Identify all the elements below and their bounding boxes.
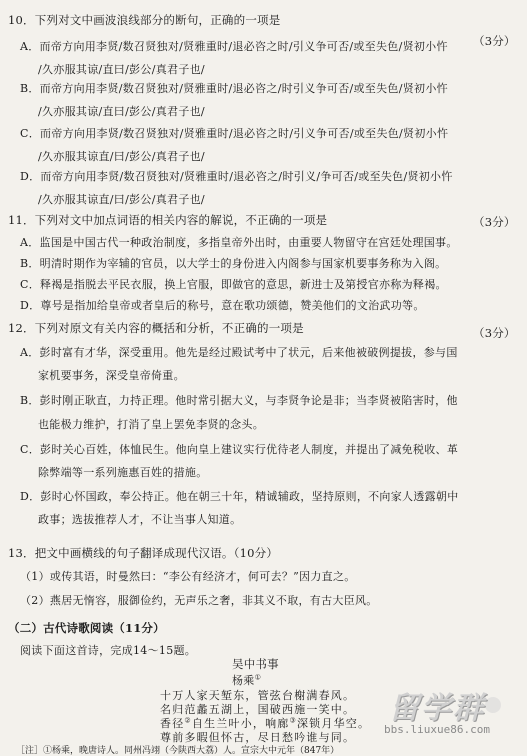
poem-author <box>232 672 261 688</box>
q12-option-b-line2: 也能极力维护，打消了皇上罢免李贤的念头。 <box>38 418 264 431</box>
poem-line-3-part-3: 深锁月华空。 <box>296 717 371 730</box>
q11-option-d: D．尊号是指加给皇帝或者皇后的称号，意在歌功颂德，赞美他们的文治武功等。 <box>20 299 425 312</box>
q12-option-d-line1: D．彭时心怀国政，奉公持正。他在朝三十年，精诚辅政，坚持原则，不向家人透露朝中 <box>20 490 459 503</box>
q12-option-a-line2: 家机要事务，深受皇帝倚重。 <box>38 369 185 382</box>
poem-author-name: 杨乘 <box>232 674 255 687</box>
q10-option-a-line2: /久亦服其谅/直曰/彭公/真君子也/ <box>38 63 205 76</box>
q11-stem: 11．下列对文中加点词语的相关内容的解说，不正确的一项是 <box>8 213 328 227</box>
q10-option-c-line2: /久亦服其谅直/曰/彭公/真君子也/ <box>38 150 205 163</box>
q12-option-c-line1: C．彭时关心百姓，体恤民生。他向皇上建议实行优待老人制度，并提出了减免税收、革 <box>20 443 459 456</box>
watermark <box>357 683 517 745</box>
poem-line-2: 名归范蠡五湖上，国破西施一笑中。 <box>160 703 356 716</box>
q11-score: （3分） <box>473 215 516 229</box>
q12-option-b-line1: B．彭时刚正耿直，力持正理。他时常引据大义，与李贤争论是非；当李贤被陷害时，他 <box>20 394 458 407</box>
poem-line-4: 尊前多暇但怀古，尽日愁吟谁与同。 <box>160 731 356 744</box>
q11-option-b: B．明清时期作为宰辅的官员，以大学士的身份进入内阁参与国家机要事务称为入阁。 <box>20 257 447 270</box>
watermark-brand: 留学群 <box>389 691 485 726</box>
q12-option-c-line2: 除弊端等一系列施惠百姓的措施。 <box>38 466 208 479</box>
q10-option-b-line2: /久亦服其谅/直曰/彭公/真君子也/ <box>38 105 205 118</box>
q10-stem: 10．下列对文中画波浪线部分的断句，正确的一项是 <box>8 13 281 27</box>
q10-score: （3分） <box>473 34 516 48</box>
q13-item-2: （2）燕居无惰容，服御俭约，无声乐之奢，非其义不取，有古大臣风。 <box>20 594 378 607</box>
q12-option-a-line1: A．彭时富有才华，深受重用。他先是经过殿试考中了状元，后来他被破例提拔，参与国 <box>20 346 458 359</box>
poem-note-ref-3: ③ <box>289 716 297 725</box>
section-intro: 阅读下面这首诗，完成14～15题。 <box>20 644 197 657</box>
watermark-url: bbs.liuxue86.com <box>384 723 490 736</box>
notes-line-1: ［注］①杨乘，晚唐诗人。同州冯翊（今陕西大荔）人。宣宗大中元年（847年） <box>16 746 340 756</box>
q11-option-a: A．监国是中国古代一种政治制度，多指皇帝外出时，由重要人物留守在宫廷处理国事。 <box>20 236 458 249</box>
q13-stem: 13．把文中画横线的句子翻译成现代汉语。（10分） <box>8 546 279 560</box>
q10-option-a-line1: A．而帝方向用李贤/数召贤独对/贤雅重时/退必咨之时/引义争可否/或至失色/贤初小忤 <box>20 40 448 53</box>
q12-stem: 12．下列对原文有关内容的概括和分析，不正确的一项是 <box>8 321 304 335</box>
q13-item-1: （1）或传其语，时曼然曰：“李公有经济才，何可去？”因力直之。 <box>20 570 356 583</box>
q10-option-d-line1: D．而帝方向用李贤/数召贤独对/贤雅重时/退必咨之/时引义/争可否/或至失色/贤初小忤 <box>20 170 453 183</box>
poem-line-1: 十万人家天堑东，管弦台榭满春风。 <box>160 689 356 702</box>
poem-line-3-part-2: 自生兰叶小，响廊 <box>191 717 290 730</box>
q10-option-c-line1: C．而帝方向用李贤/数召贤独对/贤雅重时/退必咨之时/引义争可否/或至失色/贤初小忤 <box>20 127 449 140</box>
q12-score: （3分） <box>473 326 516 340</box>
poem-author-note: ① <box>254 673 262 682</box>
q11-option-c: C．释褐是指脱去平民衣服，换上官服，即做官的意思，新进士及第授官亦称为释褐。 <box>20 278 447 291</box>
q10-option-b-line1: B．而帝方向用李贤/数召贤独对/贤雅重时/退必咨之/时引义争可否/或至失色/贤初小忤 <box>20 82 448 95</box>
poem-line-3-part-1: 香径 <box>160 717 185 730</box>
poem-note-ref-2: ② <box>184 716 192 725</box>
section-title: （二）古代诗歌阅读（11分） <box>8 621 165 635</box>
poem-title: 吴中书事 <box>232 657 279 671</box>
q12-option-d-line2: 政事；选拔推荐人才，不让当事人知道。 <box>38 513 242 526</box>
q10-option-d-line2: /久亦服其谅直/曰/彭公/真君子也/ <box>38 193 205 206</box>
